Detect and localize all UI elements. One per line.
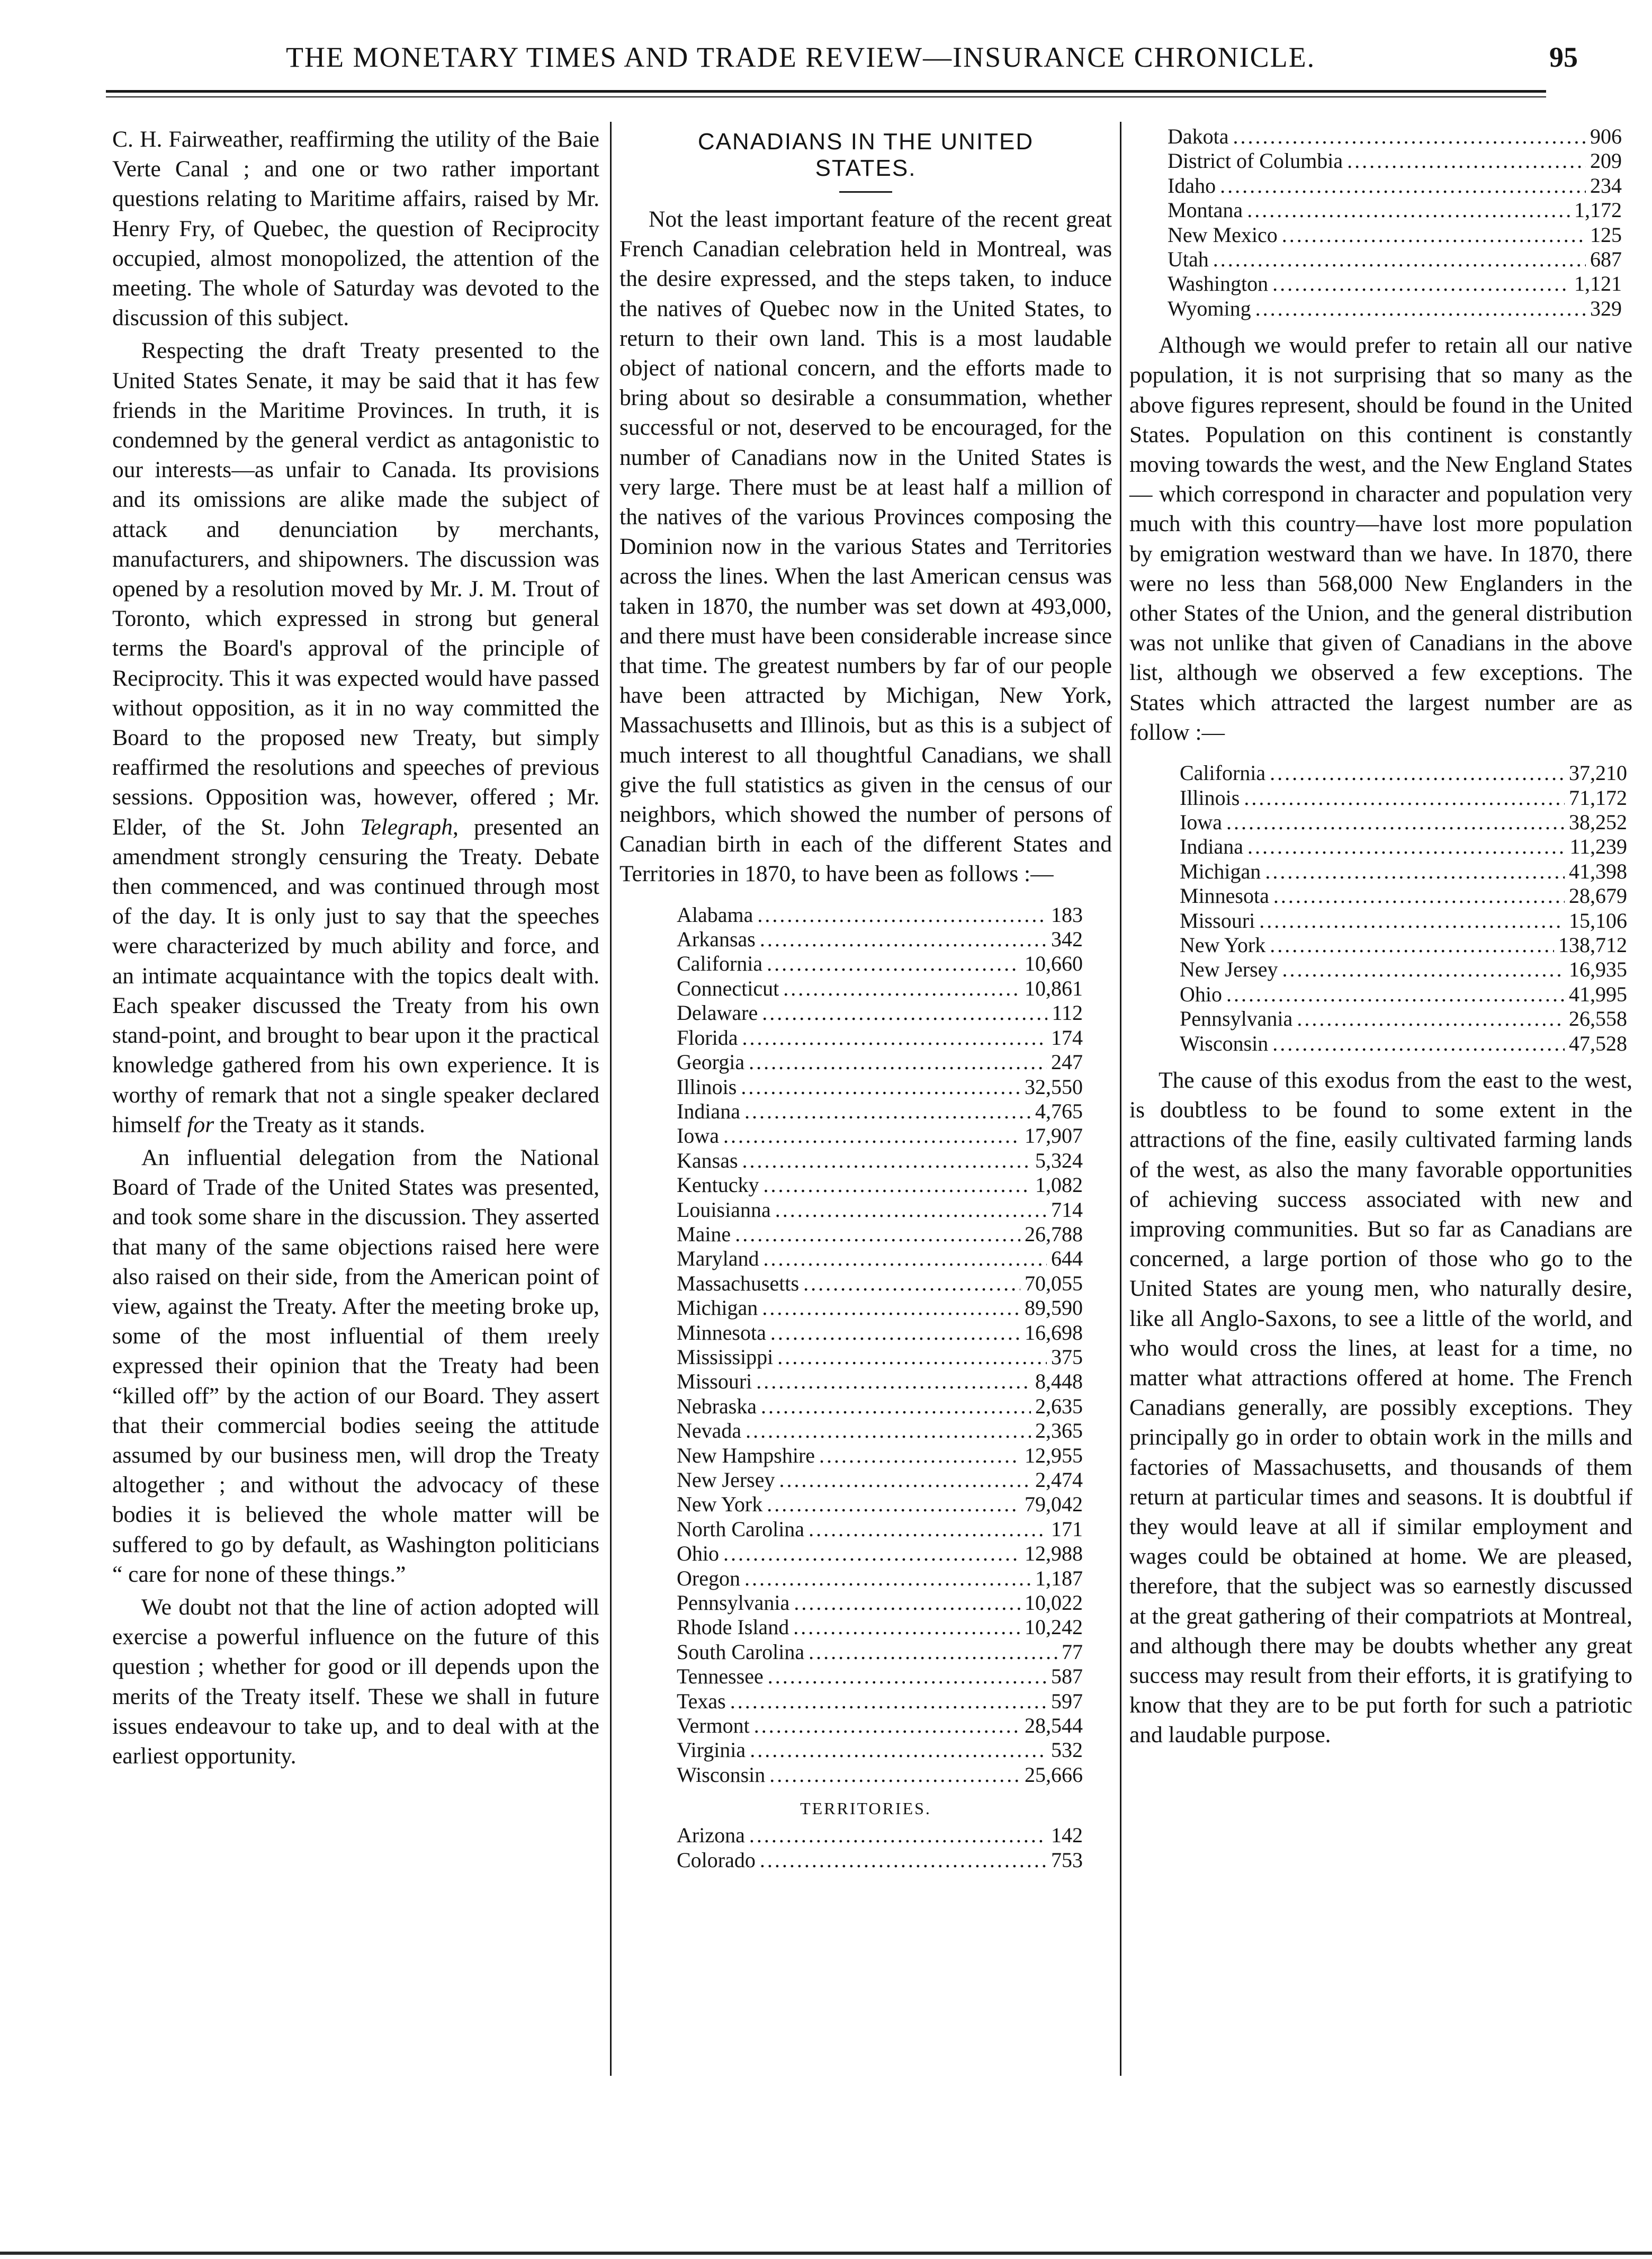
- row-name: New York: [1180, 933, 1266, 957]
- row-value: 234: [1590, 173, 1622, 198]
- row-value: 2,474: [1035, 1468, 1083, 1492]
- row-value: 112: [1052, 1001, 1083, 1025]
- table-row: [677, 1444, 1083, 1468]
- table-row: [1180, 810, 1627, 835]
- table-row: [677, 1689, 1083, 1714]
- row-value: 77: [1062, 1639, 1083, 1664]
- table-row: [1168, 174, 1622, 198]
- row-name: Indiana: [677, 1099, 740, 1123]
- table-row: [1180, 957, 1627, 982]
- row-value: 10,660: [1025, 952, 1083, 976]
- paragraph: Not the least important feature of the recent great French Canadian celebration held in Montreal, was the desire expressed, and the steps taken, to induce the natives of Quebec now in the United States, to return to their own land. This is a most laudable object of national concern, and the efforts made to bring about so desirable a consummation, whether successful or not, deserved to be encouraged, for the number of Canadians now in the United States is very large. There must be at least half a million of the natives of the various Provinces composing the Dominion now in the various States and Territories across the lines. When the last American census was taken in 1870, the number was set down at 493,000, and there must have been considerable increase since that time. The greatest numbers by far of our people have been attracted by Michigan, New York, Massachusetts and Illinois, but as this is a subject of much interest to all thoughtful Canadians, we shall give the full statistics as given in the census of our neighbors, which showed the number of persons of Canadian birth in each of the different States and Territories in 1870, to have been as follows :—: [620, 207, 1112, 887]
- states-table: [620, 903, 1112, 1788]
- table-row: [677, 1763, 1083, 1787]
- row-name: Mississippi: [677, 1344, 774, 1369]
- leader-dots: [742, 1026, 1047, 1050]
- row-name: Texas: [677, 1689, 726, 1713]
- leader-dots: [770, 1321, 1020, 1345]
- row-name: Georgia: [677, 1050, 745, 1074]
- leader-dots: [756, 1369, 1031, 1394]
- leader-dots: [803, 1271, 1020, 1296]
- row-value: 25,666: [1025, 1762, 1083, 1787]
- leader-dots: [1347, 149, 1586, 173]
- row-value: 375: [1051, 1344, 1083, 1369]
- table-row: [677, 1419, 1083, 1443]
- row-name: Missouri: [677, 1369, 752, 1394]
- table-row: [677, 1369, 1083, 1394]
- row-value: 38,252: [1569, 810, 1627, 834]
- row-value: 1,121: [1574, 272, 1622, 296]
- row-name: Arkansas: [677, 927, 756, 952]
- row-name: Florida: [677, 1025, 738, 1050]
- paragraph: Although we would prefer to retain all our native population, it is not surprising that so many as the above figures represent, should be found in the United States. Population on this continent is constantly moving towards the west, and the New England States — which correspond in character and population very much with this country—have lost more population by emigration westward than we have. In 1870, there were no less than 568,000 New Englanders in the other States of the Union, and the general distribution was not unlike that given of Canadians in the above list, although we observed a few exceptions. The States which attracted the largest number are as follow :—: [1129, 333, 1632, 745]
- row-name: Montana: [1168, 198, 1243, 222]
- leader-dots: [1265, 859, 1565, 884]
- table-row: [677, 1173, 1083, 1197]
- row-name: Pennsylvania: [1180, 1007, 1293, 1031]
- leader-dots: [1282, 957, 1565, 982]
- row-name: Indiana: [1180, 835, 1243, 859]
- leader-dots: [757, 903, 1047, 927]
- table-row: [677, 1222, 1083, 1247]
- row-name: Rhode Island: [677, 1615, 789, 1639]
- leader-dots: [723, 1541, 1020, 1566]
- leader-dots: [744, 1099, 1031, 1124]
- table-row: [677, 1321, 1083, 1345]
- table-row: [1180, 786, 1627, 810]
- row-value: 10,861: [1025, 976, 1083, 1000]
- table-row: [677, 1198, 1083, 1222]
- row-value: 171: [1051, 1517, 1083, 1541]
- row-value: 16,698: [1025, 1320, 1083, 1344]
- table-row: [1168, 124, 1622, 149]
- leader-dots: [793, 1615, 1020, 1639]
- row-value: 10,242: [1025, 1615, 1083, 1639]
- column-divider-right: [1120, 122, 1121, 2076]
- table-row: [1180, 884, 1627, 908]
- row-name: California: [677, 952, 763, 976]
- row-value: 12,955: [1025, 1443, 1083, 1467]
- row-value: 4,765: [1035, 1099, 1083, 1123]
- row-name: Louisianna: [677, 1197, 771, 1222]
- table-row: [677, 1492, 1083, 1517]
- table-row: [1168, 149, 1622, 173]
- table-row: [677, 1247, 1083, 1271]
- row-name: Utah: [1168, 247, 1209, 272]
- leader-dots: [764, 1173, 1031, 1197]
- row-value: 12,988: [1025, 1541, 1083, 1566]
- leader-dots: [1259, 909, 1565, 933]
- table-row: [1180, 1007, 1627, 1031]
- leader-dots: [783, 976, 1020, 1001]
- publication-title: THE MONETARY TIMES AND TRADE REVIEW—INSURANCE CHRONICLE.: [286, 41, 1316, 73]
- row-value: 70,055: [1025, 1271, 1083, 1295]
- leader-dots: [777, 1345, 1047, 1369]
- leader-dots: [760, 927, 1047, 952]
- row-value: 41,995: [1569, 982, 1627, 1006]
- row-name: North Carolina: [677, 1517, 805, 1541]
- leader-dots: [730, 1689, 1047, 1714]
- row-name: Nebraska: [677, 1394, 757, 1418]
- paragraph: C. H. Fairweather, reaffirming the utility of the Baie Verte Canal ; and one or two rather important questions relating to Maritime affairs, raised by Mr. Henry Fry, of Quebec, the question of Reciprocity occupied, almost monopolized, the attention of the meeting. The whole of Saturday was devoted to the discussion of this subject.: [112, 127, 599, 331]
- row-value: 342: [1051, 927, 1083, 952]
- column-divider-left: [610, 122, 612, 2076]
- table-row: [677, 1640, 1083, 1664]
- row-name: Delaware: [677, 1001, 758, 1025]
- table-row: [1180, 933, 1627, 957]
- table-row: [677, 976, 1083, 1001]
- row-value: 906: [1590, 124, 1622, 148]
- column-center: [620, 124, 1112, 1882]
- row-name: Ohio: [677, 1541, 719, 1566]
- leader-dots: [794, 1591, 1020, 1615]
- row-name: Iowa: [1180, 810, 1222, 834]
- row-value: 142: [1051, 1823, 1083, 1848]
- table-row: [1180, 909, 1627, 933]
- row-value: 26,558: [1569, 1007, 1627, 1031]
- leader-dots: [1213, 247, 1586, 272]
- table-row: [677, 952, 1083, 976]
- row-name: New Hampshire: [677, 1443, 815, 1467]
- row-value: 1,187: [1035, 1566, 1083, 1590]
- leader-dots: [741, 1075, 1020, 1099]
- row-value: 1,172: [1574, 198, 1622, 222]
- row-value: 687: [1590, 247, 1622, 272]
- row-name: Vermont: [677, 1714, 750, 1738]
- row-value: 587: [1051, 1664, 1083, 1689]
- row-value: 8,448: [1035, 1369, 1083, 1394]
- row-name: Colorado: [677, 1848, 756, 1872]
- table-row: [1168, 297, 1622, 321]
- table-row: [677, 1714, 1083, 1738]
- table-row: [1180, 761, 1627, 785]
- row-value: 209: [1590, 149, 1622, 173]
- row-name: Minnesota: [1180, 884, 1269, 908]
- table-row: [1180, 1032, 1627, 1056]
- table-row: [677, 1591, 1083, 1615]
- leader-dots: [760, 1848, 1047, 1872]
- leader-dots: [1255, 297, 1586, 321]
- leader-dots: [779, 1468, 1031, 1492]
- row-value: 41,398: [1569, 859, 1627, 883]
- page-bottom-edge: [0, 2252, 1652, 2255]
- row-name: District of Columbia: [1168, 149, 1343, 173]
- article-title: CANADIANS IN THE UNITED STATES.: [697, 129, 1034, 181]
- row-name: Idaho: [1168, 173, 1216, 198]
- row-name: Illinois: [677, 1074, 737, 1099]
- table-row: [677, 1566, 1083, 1591]
- paragraph: Respecting the draft Treaty presented to the United States Senate, it may be said that it has few friends in the Maritime Provinces. In truth, it is condemned by the general verdict as antagonistic to our interests—as unfair to Canada. Its provisions and its omissions are alike made the subject of attack and denunciation by merchants, manufacturers, and shipowners. The discussion was opened by a resolution moved by Mr. J. M. Trout of Toronto, which expressed in strong but general terms the Board's approval of the principle of Reciprocity. This it was expected would have passed without opposition, as it in no way committed the Board to the proposed new Treaty, but simply reaffirmed the resolutions and speeches of previous sessions. Opposition was, however, offered ; Mr. Elder, of the St. John Telegraph, presented an amendment strongly censuring the Treaty. Debate then commenced, and was continued through most of the day. It is only just to say that the speeches were characterized by much ability and force, and an intimate acquaintance with the topics dealt with. Each speaker discussed the Treaty from his own stand-point, and brought to bear upon it the practical knowledge gathered from his own experience. It is worthy of remark that not a single speaker declared himself for the Treaty as it stands.: [112, 338, 600, 1137]
- row-value: 2,635: [1035, 1394, 1083, 1418]
- table-row: [677, 1468, 1083, 1492]
- row-name: Wisconsin: [1180, 1031, 1269, 1055]
- territories-heading: TERRITORIES.: [800, 1799, 931, 1818]
- table-row: [1180, 982, 1627, 1007]
- row-value: 37,210: [1569, 761, 1627, 785]
- row-name: Iowa: [677, 1124, 719, 1148]
- table-row: [677, 1271, 1083, 1296]
- territories-table-continued: [1129, 124, 1632, 321]
- row-name: Virginia: [677, 1738, 746, 1762]
- table-row: [1180, 835, 1627, 859]
- row-name: Wyoming: [1168, 296, 1251, 320]
- row-value: 597: [1051, 1689, 1083, 1713]
- table-row: [677, 1001, 1083, 1025]
- row-name: Nevada: [677, 1419, 742, 1443]
- row-name: Alabama: [677, 902, 753, 927]
- leader-dots: [762, 1296, 1020, 1320]
- leader-dots: [1282, 223, 1586, 247]
- leader-dots: [762, 1001, 1047, 1025]
- row-value: 532: [1051, 1738, 1083, 1762]
- row-name: Maine: [677, 1222, 731, 1246]
- row-value: 753: [1051, 1848, 1083, 1872]
- row-name: South Carolina: [677, 1639, 805, 1664]
- row-name: Kentucky: [677, 1173, 759, 1197]
- row-name: New Jersey: [1180, 957, 1278, 982]
- row-value: 1,082: [1035, 1173, 1083, 1197]
- leader-dots: [1270, 761, 1565, 785]
- row-name: Oregon: [677, 1566, 740, 1590]
- row-name: California: [1180, 761, 1266, 785]
- leader-dots: [754, 1714, 1020, 1738]
- leader-dots: [1273, 884, 1565, 908]
- leader-dots: [761, 1394, 1031, 1419]
- table-row: [677, 1394, 1083, 1419]
- row-value: 17,907: [1025, 1124, 1083, 1148]
- leader-dots: [735, 1222, 1020, 1247]
- table-row: [677, 903, 1083, 927]
- leader-dots: [775, 1198, 1047, 1222]
- row-value: 174: [1051, 1025, 1083, 1050]
- leader-dots: [1272, 1032, 1565, 1056]
- leader-dots: [1272, 272, 1570, 296]
- row-value: 125: [1590, 222, 1622, 247]
- row-name: Wisconsin: [677, 1762, 766, 1787]
- row-value: 2,365: [1035, 1419, 1083, 1443]
- row-name: Dakota: [1168, 124, 1229, 148]
- leader-dots: [749, 1050, 1047, 1074]
- row-name: Arizona: [677, 1823, 745, 1848]
- row-value: 329: [1590, 296, 1622, 320]
- leader-dots: [723, 1124, 1020, 1148]
- row-name: Massachusetts: [677, 1271, 800, 1295]
- leader-dots: [749, 1823, 1047, 1848]
- row-name: Tennessee: [677, 1664, 764, 1689]
- row-name: Michigan: [677, 1296, 758, 1320]
- leader-dots: [809, 1517, 1047, 1541]
- leader-dots: [768, 1664, 1047, 1689]
- row-value: 714: [1051, 1197, 1083, 1222]
- table-row: [1180, 859, 1627, 884]
- leader-dots: [1270, 933, 1554, 957]
- leader-dots: [1220, 174, 1586, 198]
- row-value: 28,679: [1569, 884, 1627, 908]
- row-name: New Mexico: [1168, 222, 1278, 247]
- leader-dots: [1247, 198, 1570, 222]
- row-value: 15,106: [1569, 908, 1627, 933]
- table-row: [677, 1026, 1083, 1050]
- leader-dots: [809, 1640, 1057, 1664]
- row-name: New York: [677, 1492, 763, 1517]
- row-name: Illinois: [1180, 785, 1240, 810]
- title-rule: [839, 191, 892, 193]
- table-row: [677, 1664, 1083, 1689]
- row-name: Missouri: [1180, 908, 1255, 933]
- table-row: [1168, 223, 1622, 247]
- table-row: [677, 1823, 1083, 1848]
- row-name: Washington: [1168, 272, 1269, 296]
- row-name: Connecticut: [677, 976, 779, 1000]
- row-value: 5,324: [1035, 1148, 1083, 1172]
- table-row: [1168, 272, 1622, 296]
- paragraph: We doubt not that the line of action adopted will exercise a powerful influence on the future of this question ; whether for good or ill depends upon the merits of the Treaty itself. These we shall in future issues endeavour to take up, and to deal with at the earliest opportunity.: [112, 1594, 599, 1769]
- row-value: 247: [1051, 1050, 1083, 1074]
- leader-dots: [819, 1444, 1020, 1468]
- territories-table: [620, 1823, 1112, 1872]
- table-row: [677, 1050, 1083, 1074]
- row-name: Maryland: [677, 1247, 759, 1271]
- leader-dots: [742, 1149, 1031, 1173]
- italic-text: Telegraph: [360, 814, 453, 840]
- leader-dots: [746, 1419, 1031, 1443]
- column-left: [112, 124, 599, 1774]
- row-value: 11,239: [1569, 835, 1627, 859]
- row-value: 28,544: [1025, 1714, 1083, 1738]
- leader-dots: [1226, 810, 1565, 835]
- table-row: [677, 1124, 1083, 1148]
- leader-dots: [769, 1763, 1020, 1787]
- table-row: [677, 1296, 1083, 1320]
- row-value: 138,712: [1558, 933, 1627, 957]
- row-name: Minnesota: [677, 1320, 766, 1344]
- leader-dots: [767, 952, 1020, 976]
- new-englanders-table: [1129, 761, 1632, 1056]
- row-name: Ohio: [1180, 982, 1222, 1006]
- row-value: 644: [1051, 1247, 1083, 1271]
- header-rule-thick: [106, 90, 1546, 93]
- leader-dots: [1233, 124, 1586, 149]
- table-row: [677, 1099, 1083, 1124]
- row-name: Pennsylvania: [677, 1591, 790, 1615]
- row-value: 71,172: [1569, 785, 1627, 810]
- row-value: 16,935: [1569, 957, 1627, 982]
- row-value: 26,788: [1025, 1222, 1083, 1246]
- table-row: [1168, 247, 1622, 272]
- table-row: [677, 1848, 1083, 1872]
- column-right: [1129, 124, 1632, 1753]
- table-row: [677, 927, 1083, 952]
- header-rule-thin: [106, 96, 1546, 97]
- row-value: 10,022: [1025, 1591, 1083, 1615]
- table-row: [677, 1517, 1083, 1541]
- table-row: [1168, 198, 1622, 222]
- leader-dots: [764, 1247, 1047, 1271]
- leader-dots: [1247, 835, 1566, 859]
- row-value: 47,528: [1569, 1031, 1627, 1055]
- leader-dots: [1244, 786, 1565, 810]
- table-row: [677, 1075, 1083, 1099]
- leader-dots: [750, 1738, 1047, 1762]
- paragraph: An influential delegation from the National Board of Trade of the United States was presented, and took some share in the discussion. They asserted that many of the same objections raised here were also raised on their side, from the American point of view, against the Treaty. After the meeting broke up, some of the most influential of them ıreely expressed their opinion that the Treaty had been “killed off” by the action of our Board. They assert that their commercial bodies seeing the attitude assumed by our business men, will drop the Treaty altogether ; and without the advocacy of these bodies it is believed the whole matter will be suffered to go by default, as Washington politicians “ care for none of these things.”: [112, 1144, 599, 1587]
- page-header: [106, 29, 1578, 77]
- page-number: 95: [1549, 41, 1578, 73]
- leader-dots: [1226, 982, 1565, 1007]
- row-name: Michigan: [1180, 859, 1261, 883]
- row-value: 89,590: [1025, 1296, 1083, 1320]
- leader-dots: [1297, 1007, 1565, 1031]
- paragraph: The cause of this exodus from the east to the west, is doubtless to be found to some extent in the attractions of the fine, easily cultivated farming lands of the west, as also the many favorable opportunities of achieving success associated with new and improving communities. But so far as Canadians are concerned, a large portion of those who go to the United States are young men, who naturally desire, like all Anglo-Saxons, to see a little of the world, and who would cross the lines, at least for a time, no matter what attractions offered at home. The French Canadians generally, are possibly exceptions. They principally go in order to obtain work in the mills and factories of Massachusetts, and thousands of them return at particular times and seasons. It is doubtful if they would leave at all if similar employment and wages could be obtained at home. We are pleased, therefore, that the subject was so earnestly discussed at the great gathering of their compatriots at Montreal, and although there may be doubts whether any great success may result from their efforts, it is gratifying to know that they are to be put forth for such a patriotic and laudable purpose.: [1129, 1067, 1632, 1748]
- table-row: [677, 1615, 1083, 1639]
- leader-dots: [767, 1492, 1020, 1517]
- leader-dots: [744, 1566, 1031, 1591]
- table-row: [677, 1541, 1083, 1566]
- table-row: [677, 1149, 1083, 1173]
- row-name: Kansas: [677, 1148, 738, 1172]
- row-value: 79,042: [1025, 1492, 1083, 1517]
- row-value: 32,550: [1025, 1074, 1083, 1099]
- table-row: [677, 1738, 1083, 1762]
- table-row: [677, 1345, 1083, 1369]
- italic-text: for: [187, 1111, 214, 1137]
- row-value: 183: [1051, 902, 1083, 927]
- row-name: New Jersey: [677, 1468, 775, 1492]
